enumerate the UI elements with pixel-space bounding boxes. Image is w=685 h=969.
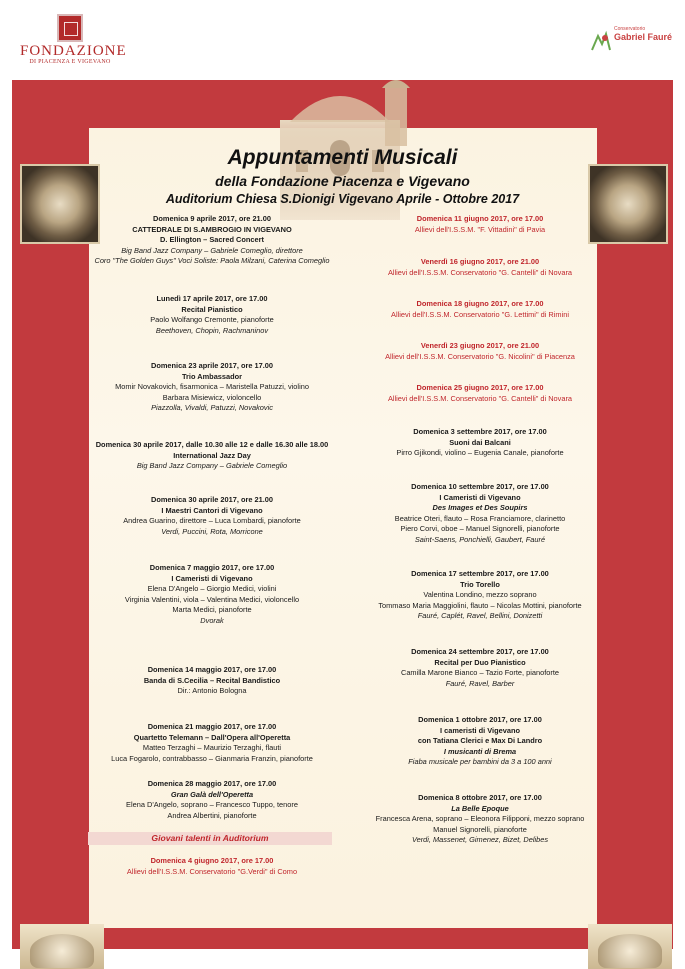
event-right-0 bbox=[350, 214, 610, 235]
event-left-3 bbox=[86, 440, 338, 472]
fondazione-logo-sub: DI PIACENZA E VIGEVANO bbox=[29, 59, 111, 65]
event-line: Domenica 3 settembre 2017, ore 17.00 bbox=[413, 427, 547, 436]
poster-title: Appuntamenti Musicali bbox=[227, 146, 458, 169]
event-line: D. Ellington – Sacred Concert bbox=[160, 235, 264, 245]
event-line: Domenica 7 maggio 2017, ore 17.00 bbox=[149, 563, 275, 572]
event-right-10 bbox=[350, 793, 610, 846]
column-capital-right bbox=[588, 924, 672, 969]
event-line: Allievi dell'I.S.S.M. Conservatorio "G. Cantelli" di Novara bbox=[387, 267, 573, 277]
event-right-3 bbox=[350, 341, 610, 362]
poster-venue: Auditorium Chiesa S.Dionigi Vigevano Aprile - Ottobre 2017 bbox=[165, 192, 520, 206]
event-line: con Tatiana Clerici e Max Di Landro bbox=[417, 736, 543, 746]
event-line: Lunedì 17 aprile 2017, ore 17.00 bbox=[156, 294, 268, 303]
event-line: Allievi dell'I.S.S.M. Conservatorio "G. Cantelli" di Novara bbox=[387, 393, 573, 403]
conservatorio-mark-icon bbox=[590, 30, 612, 52]
event-line: Domenica 18 giugno 2017, ore 17.00 bbox=[416, 299, 544, 308]
event-line: Saint-Saens, Ponchielli, Gaubert, Fauré bbox=[414, 534, 546, 544]
event-line: Verdi, Massenet, Gimenez, Bizet, Delibes bbox=[411, 835, 549, 845]
event-line: Beatrice Oteri, flauto – Rosa Franciamore, clarinetto bbox=[394, 513, 566, 523]
event-line: Domenica 1 ottobre 2017, ore 17.00 bbox=[418, 715, 542, 724]
event-line: Andrea Guarino, direttore – Luca Lombardi, pianoforte bbox=[123, 516, 301, 526]
event-line: Venerdì 16 giugno 2017, ore 21.00 bbox=[420, 257, 540, 266]
event-line: Barbara Misiewicz, violoncello bbox=[162, 392, 262, 402]
event-line: Andrea Albertini, pianoforte bbox=[167, 810, 257, 820]
fondazione-logo bbox=[20, 14, 127, 65]
event-right-7 bbox=[350, 569, 610, 622]
event-line: La Belle Epoque bbox=[451, 803, 509, 813]
event-line: International Jazz Day bbox=[173, 450, 251, 460]
event-line: Tommaso Maria Maggiolini, flauto – Nicolas Mottini, pianoforte bbox=[378, 600, 582, 610]
event-right-8 bbox=[350, 647, 610, 689]
event-line: Des Images et Des Soupirs bbox=[432, 503, 528, 513]
event-line: Domenica 30 aprile 2017, dalle 10.30 alle 12 e dalle 16.30 alle 18.00 bbox=[95, 440, 329, 449]
column-capital-left bbox=[20, 924, 104, 969]
conservatorio-logo-small: Conservatorio bbox=[614, 26, 646, 32]
event-line: Francesca Arena, soprano – Eleonora Filipponi, mezzo soprano bbox=[375, 814, 585, 824]
event-line: Valentina Londino, mezzo soprano bbox=[423, 590, 537, 600]
event-line: Recital per Duo Pianistico bbox=[434, 657, 526, 667]
conservatorio-logo bbox=[590, 26, 673, 52]
event-line: Domenica 23 aprile 2017, ore 17.00 bbox=[150, 361, 274, 370]
event-right-1 bbox=[350, 257, 610, 278]
event-line: Trio Torello bbox=[460, 579, 500, 589]
event-left-8 bbox=[86, 779, 338, 821]
event-line: I cameristi di Vigevano bbox=[440, 725, 520, 735]
event-line: Dvorak bbox=[200, 615, 224, 625]
event-line: Domenica 25 giugno 2017, ore 17.00 bbox=[416, 383, 544, 392]
event-line: Quartetto Telemann – Dall'Opera all'Operetta bbox=[133, 732, 291, 742]
event-line: CATTEDRALE DI S.AMBROGIO IN VIGEVANO bbox=[132, 224, 292, 234]
event-line: Verdi, Puccini, Rota, Morricone bbox=[161, 526, 263, 536]
event-line: Domenica 30 aprile 2017, ore 21.00 bbox=[150, 495, 274, 504]
event-line: Camilla Marone Bianco – Tazio Forte, pianoforte bbox=[400, 668, 560, 678]
event-line: Coro "The Golden Guys" Voci Soliste: Paola Milzani, Caterina Comeglio bbox=[94, 256, 330, 266]
event-line: Piero Corvi, oboe – Manuel Signorelli, pianoforte bbox=[400, 524, 560, 534]
event-line: Domenica 4 giugno 2017, ore 17.00 bbox=[150, 856, 274, 865]
event-line: Big Band Jazz Company – Gabriele Comeglio, direttore bbox=[121, 245, 303, 255]
event-left-2 bbox=[86, 361, 338, 414]
event-line: Allievi dell'I.S.S.M. Conservatorio "G. Lettimi" di Rimini bbox=[391, 309, 569, 319]
event-line: Beethoven, Chopin, Rachmaninov bbox=[155, 325, 269, 335]
event-line: Luca Fogarolo, contrabbasso – Gianmaria Franzin, pianoforte bbox=[111, 753, 313, 763]
event-line: Banda di S.Cecilia – Recital Bandistico bbox=[143, 675, 281, 685]
event-line: Suoni dai Balcani bbox=[449, 437, 511, 447]
event-left-9 bbox=[86, 856, 338, 877]
event-right-6 bbox=[350, 482, 610, 546]
event-left-4 bbox=[86, 495, 338, 537]
event-line: Domenica 21 maggio 2017, ore 17.00 bbox=[147, 722, 277, 731]
event-line: Dir.: Antonio Bologna bbox=[177, 686, 247, 696]
event-line: Pirro Gjikondi, violino – Eugenia Canale, pianoforte bbox=[396, 448, 564, 458]
event-line: Manuel Signorelli, pianoforte bbox=[433, 824, 527, 834]
event-line: Allievi dell'I.S.S.M. Conservatorio "G. Nicolini" di Piacenza bbox=[385, 351, 575, 361]
event-line: Momir Novakovich, fisarmonica – Maristella Patuzzi, violino bbox=[115, 382, 309, 392]
event-line: Domenica 8 ottobre 2017, ore 17.00 bbox=[418, 793, 542, 802]
event-line: Piazzolla, Vivaldi, Patuzzi, Novakovic bbox=[151, 403, 273, 413]
event-line: Fauré, Ravel, Barber bbox=[445, 678, 515, 688]
fondazione-seal-icon bbox=[57, 14, 83, 42]
event-line: Elena D'Angelo, soprano – Francesco Tuppo, tenore bbox=[126, 800, 298, 810]
event-left-7 bbox=[86, 722, 338, 764]
event-line: I musicanti di Brema bbox=[443, 746, 517, 756]
event-line: I Cameristi di Vigevano bbox=[171, 573, 253, 583]
event-line: Domenica 14 maggio 2017, ore 17.00 bbox=[147, 665, 277, 674]
event-line: Venerdì 23 giugno 2017, ore 21.00 bbox=[420, 341, 540, 350]
event-line: Domenica 24 settembre 2017, ore 17.00 bbox=[411, 647, 549, 656]
event-line: I Maestri Cantori di Vigevano bbox=[161, 505, 263, 515]
event-line: Domenica 9 aprile 2017, ore 21.00 bbox=[153, 214, 271, 223]
event-line: Domenica 17 settembre 2017, ore 17.00 bbox=[411, 569, 549, 578]
event-left-6 bbox=[86, 665, 338, 697]
event-right-2 bbox=[350, 299, 610, 320]
event-line: I Cameristi di Vigevano bbox=[439, 492, 521, 502]
poster-subtitle: della Fondazione Piacenza e Vigevano bbox=[215, 173, 470, 189]
event-right-9 bbox=[350, 715, 610, 768]
event-line: Marta Medici, pianoforte bbox=[172, 605, 252, 615]
event-line: Allievi dell'I.S.S.M. "F. Vittadini" di Pavia bbox=[414, 224, 546, 234]
event-line: Elena D'Angelo – Giorgio Medici, violini bbox=[147, 584, 277, 594]
event-line: Domenica 10 settembre 2017, ore 17.00 bbox=[411, 482, 549, 491]
event-line: Domenica 11 giugno 2017, ore 17.00 bbox=[416, 214, 544, 223]
fondazione-logo-name: FONDAZIONE bbox=[20, 43, 127, 59]
event-line: Recital Pianistico bbox=[181, 304, 243, 314]
conservatorio-logo-name: Gabriel Fauré bbox=[614, 32, 673, 42]
event-right-4 bbox=[350, 383, 610, 404]
event-line: Domenica 28 maggio 2017, ore 17.00 bbox=[147, 779, 277, 788]
event-line: Fiaba musicale per bambini da 3 a 100 anni bbox=[408, 757, 552, 767]
event-left-5 bbox=[86, 563, 338, 627]
event-line: Virginia Valentini, viola – Valentina Medici, violoncello bbox=[124, 594, 300, 604]
event-line: Allievi dell'I.S.S.M. Conservatorio "G.Verdi" di Como bbox=[126, 866, 298, 876]
giovani-talenti-banner: Giovani talenti in Auditorium bbox=[88, 832, 332, 845]
event-left-0 bbox=[86, 214, 338, 267]
event-left-1 bbox=[86, 294, 338, 336]
event-line: Gran Galà dell'Operetta bbox=[170, 789, 254, 799]
event-line: Trio Ambassador bbox=[181, 371, 243, 381]
event-line: Big Band Jazz Company – Gabriele Comeglio bbox=[136, 461, 288, 471]
event-line: Fauré, Caplét, Ravel, Bellini, Donizetti bbox=[417, 611, 543, 621]
event-right-5 bbox=[350, 427, 610, 459]
event-line: Matteo Terzaghi – Maurizio Terzaghi, flauti bbox=[142, 743, 282, 753]
event-line: Paolo Wolfango Cremonte, pianoforte bbox=[150, 315, 274, 325]
